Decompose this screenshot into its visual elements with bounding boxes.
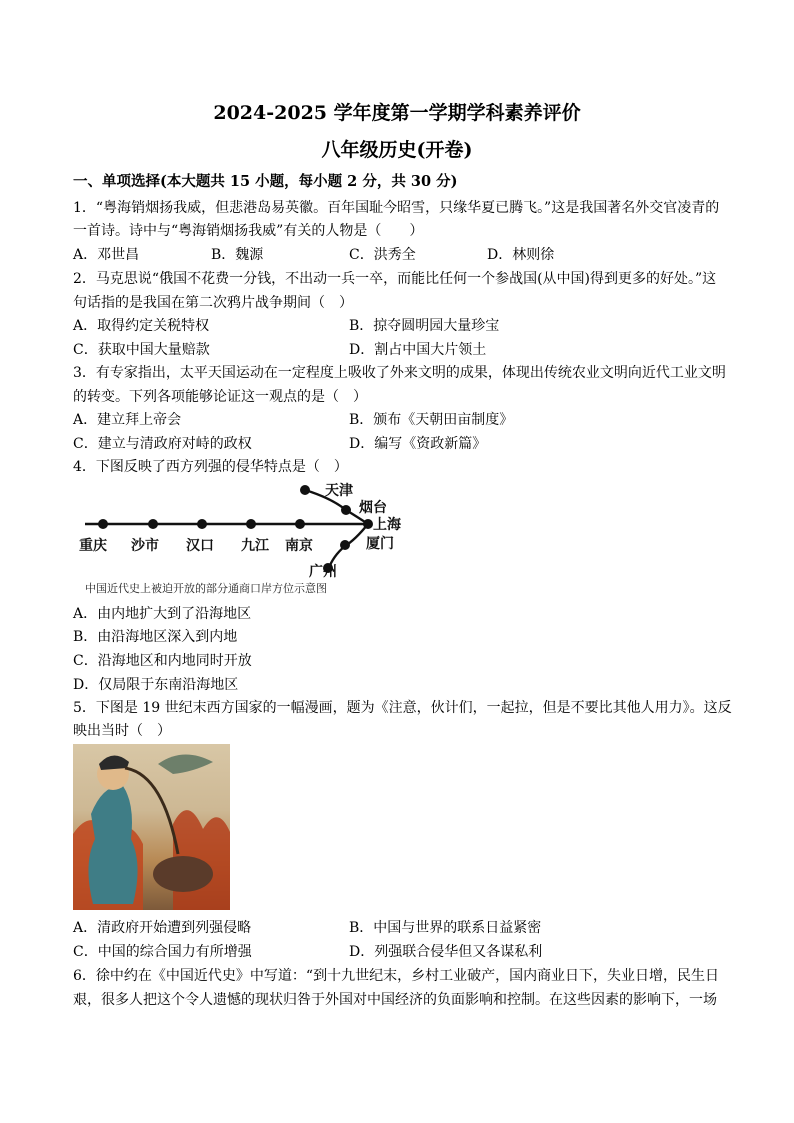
question-2-option-a: A．取得约定关税特权 [73,318,210,334]
question-4-option-b: B．由沿海地区深入到内地 [73,629,238,645]
map-dot-nanjing [295,519,305,529]
question-3-option-d: D．编写《资政新篇》 [349,436,487,452]
question-5-option-c: C．中国的综合国力有所增强 [73,944,252,960]
map-label-xiamen: 厦门 [366,536,394,552]
question-6-line-1: 6．徐中约在《中国近代史》中写道：“到十九世纪末，乡村工业破产，国内商业日下，失业日增，民生日 [73,968,720,984]
map-dot-tianjin [300,485,310,495]
question-1-option-c: C．洪秀全 [349,247,416,263]
map-dot-shanghai [363,519,373,529]
map-dot-yantai [341,505,351,515]
question-1-line-1: 1．“粤海销烟扬我威，但悲港岛易英徽。百年国耻今昭雪，只缘华夏已腾飞。”这是我国著名外交官凌青的 [73,200,720,216]
question-3-option-c: C．建立与清政府对峙的政权 [73,436,252,452]
question-4-line-1: 4．下图反映了西方列强的侵华特点是（ ） [73,459,348,475]
map-label-tianjin: 天津 [325,483,353,499]
question-5-option-a: A．清政府开始遭到列强侵略 [73,920,252,936]
map-dot-chongqing [98,519,108,529]
map-label-shashi: 沙市 [131,538,159,554]
figure-robe [88,786,137,904]
exam-subtitle: 八年级历史(开卷) [321,139,473,161]
map-label-nanjing: 南京 [285,538,313,554]
question-2-option-b: B．掠夺圆明园大量珍宝 [349,318,500,334]
political-cartoon-image [73,744,230,910]
cartoon-illustration [73,744,230,910]
map-dot-hankou [197,519,207,529]
map-dot-xiamen [340,540,350,550]
section-heading: 一、单项选择(本大题共 15 小题，每小题 2 分，共 30 分) [73,173,458,190]
pulling-crowd [153,856,213,892]
map-dot-shashi [148,519,158,529]
question-4-option-a: A．由内地扩大到了沿海地区 [73,606,252,622]
question-2-option-d: D．割占中国大片领土 [349,342,487,358]
treaty-ports-map [73,478,433,598]
question-2-option-c: C．获取中国大量赔款 [73,342,210,358]
map-label-shanghai: 上海 [373,517,401,533]
question-4-option-d: D．仅局限于东南沿海地区 [73,677,239,693]
figure-hat [99,755,129,770]
map-caption: 中国近代史上被迫开放的部分通商口岸方位示意图 [85,582,327,595]
question-2-line-2: 句话指的是我国在第二次鸦片战争期间（ ） [73,295,353,311]
question-1-option-a: A．邓世昌 [73,247,140,263]
question-6-line-2: 艰，很多人把这个令人遗憾的现状归咎于外国对中国经济的负面影响和控制。在这些因素的影响下，一场 [73,992,717,1008]
map-dot-jiujiang [246,519,256,529]
question-5-line-1: 5．下图是 19 世纪末西方国家的一幅漫画，题为《注意，伙计们，一起拉，但是不要比其他人用力》。这反 [73,700,732,716]
exam-title: 2024-2025 学年度第一学期学科素养评价 [213,102,581,124]
map-label-hankou: 汉口 [186,538,214,554]
question-5-option-d: D．列强联合侵华但又各谋私利 [349,944,543,960]
question-4-option-c: C．沿海地区和内地同时开放 [73,653,252,669]
map-label-yantai: 烟台 [359,500,387,516]
map-label-guangzhou: 广州 [309,564,337,580]
question-3-line-2: 的转变。下列各项能够论证这一观点的是（ ） [73,389,367,405]
question-1-option-b: B．魏源 [211,247,264,263]
map-label-jiujiang: 九江 [241,538,269,554]
map-label-chongqing: 重庆 [79,538,107,554]
question-3-option-a: A．建立拜上帝会 [73,412,182,428]
question-5-line-2: 映出当时（ ） [73,723,171,739]
question-1-option-d: D．林则徐 [487,247,555,263]
feather-plume [158,754,213,774]
question-3-line-1: 3．有专家指出，太平天国运动在一定程度上吸收了外来文明的成果，体现出传统农业文明向近代工业文明 [73,365,726,381]
question-2-line-1: 2．马克思说“俄国不花费一分钱，不出动一兵一卒，而能比任何一个参战国(从中国)得到更多的好处。”这 [73,271,717,287]
question-3-option-b: B．颁布《天朝田亩制度》 [349,412,514,428]
question-5-option-b: B．中国与世界的联系日益紧密 [349,920,542,936]
question-1-line-2: 一首诗。诗中与“粤海销烟扬我威”有关的人物是（ ） [73,223,424,239]
